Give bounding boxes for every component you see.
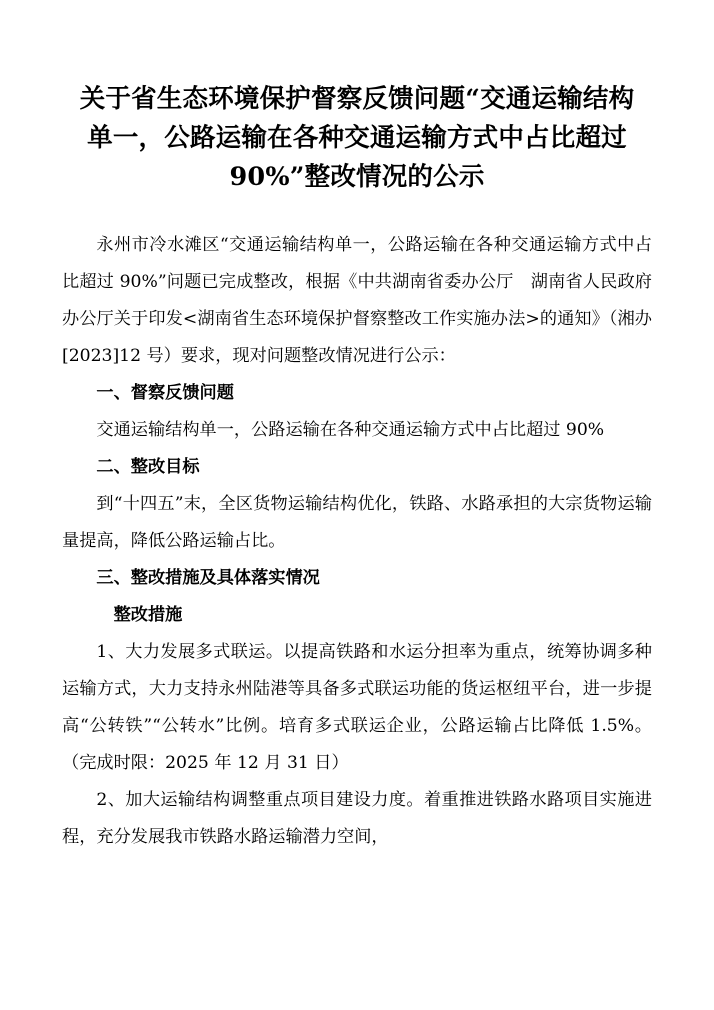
paragraph: 交通运输结构单一，公路运输在各种交通运输方式中占比超过 90% — [96, 420, 605, 440]
paragraph: 到“十四五”末，全区货物运输结构优化，铁路、水路承担的大宗货物运输量提高，降低公路运输占比。 — [62, 494, 652, 551]
section-heading: 三、整改措施及具体落实情况 — [96, 568, 320, 588]
document-title: 关于省生态环境保护督察反馈问题“交通运输结构单一，公路运输在各种交通运输方式中占比超过 90%”整改情况的公示 — [79, 84, 635, 192]
paragraph: 永州市冷水滩区“交通运输结构单一，公路运输在各种交通运输方式中占比超过 90%”问题已完成整改，根据《中共湖南省委办公厅 湖南省人民政府办公厅关于印发<湖南省生态环境保护督察整改工作实施办法>的通知》（湘办[2023]12 号）要求，现对问题整改情况进行公示： — [62, 235, 652, 366]
paragraph: 2、加大运输结构调整重点项目建设力度。着重推进铁路水路项目实施进程，充分发展我市铁路水路运输潜力空间， — [62, 790, 652, 847]
paragraph: 1、大力发展多式联运。以提高铁路和水运分担率为重点，统筹协调多种运输方式，大力支持永州陆港等具备多式联运功能的货运枢纽平台，进一步提高“公转铁”“公转水”比例。培育多式联运企业，公路运输占比降低 1.5%。（完成时限：2025 年 12 月 31 日） — [62, 642, 652, 773]
section-heading: 一、督察反馈问题 — [96, 383, 234, 403]
document-body — [62, 227, 652, 856]
sub-section-heading: 整改措施 — [113, 605, 183, 625]
section-heading: 二、整改目标 — [96, 457, 200, 477]
